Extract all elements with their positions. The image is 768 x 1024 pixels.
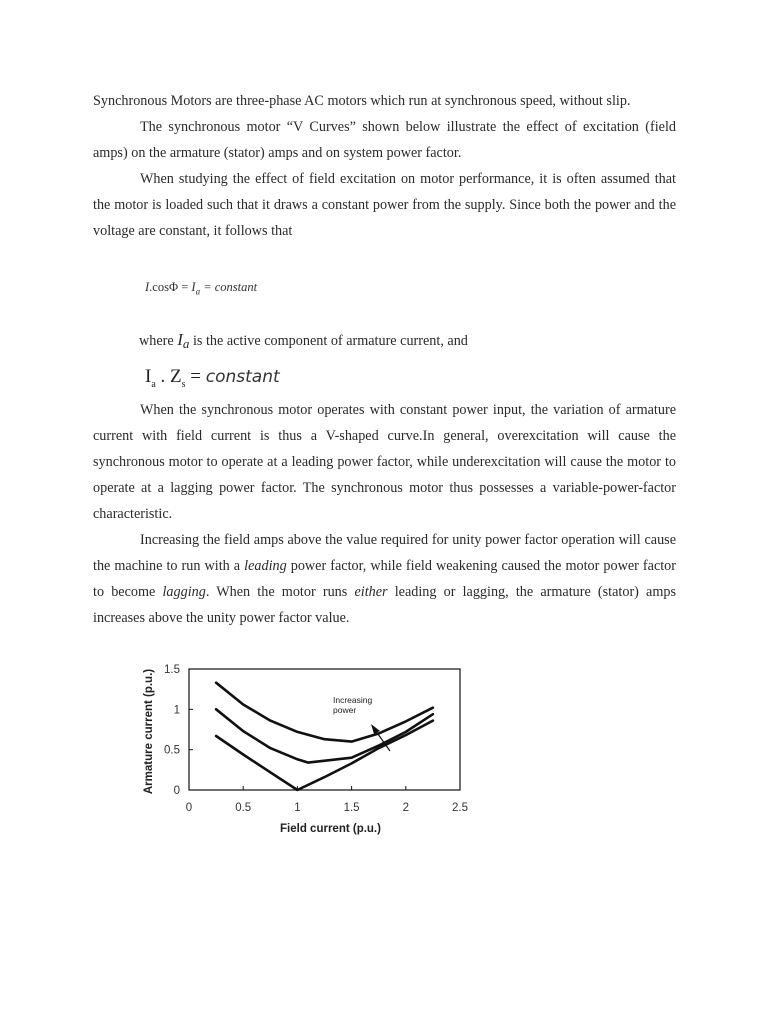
y-tick-label: 1.5: [164, 664, 180, 676]
x-tick-label: 2: [402, 802, 410, 814]
formula-ia-zs: $I_a$ . $Z_s$ = constant: [145, 366, 280, 390]
document-body-continued: [93, 397, 676, 631]
y-tick-label: 1: [173, 704, 180, 717]
v-curve-series-3: [216, 721, 433, 790]
ia-symbol: $I_a$: [177, 330, 190, 351]
x-tick-label: 2.5: [452, 802, 468, 814]
where-line: where $I_a$ is the active component of armature current, and: [139, 330, 468, 351]
y-tick-label: 0: [173, 785, 180, 797]
document-body: [93, 88, 676, 244]
v-curve-series-1: [216, 683, 433, 742]
plot-frame: [189, 669, 460, 790]
paragraph-field-excitation: When studying the effect of field excitation on motor performance, it is often assumed that the motor is loaded such that it draws a constant power from the supply. Since both the power and the voltage are constant, it follows that: [93, 171, 676, 239]
x-tick-label: 1.5: [343, 802, 360, 814]
paragraph-v-curves: The synchronous motor “V Curves” shown below illustrate the effect of excitation (field amps) on the armature (stator) amps and on system power factor.: [93, 119, 676, 161]
x-tick-label: 0: [185, 802, 193, 814]
x-tick-label: 0.5: [235, 802, 252, 814]
x-tick-label: 1: [294, 802, 301, 814]
v-curve-series-2: [216, 709, 433, 762]
annotation-arrow-head: [371, 724, 380, 734]
x-axis-label: Field current (p.u.): [280, 823, 381, 835]
y-axis-label: Armature current (p.u.): [143, 668, 155, 795]
paragraph-leading-lagging: Increasing the field amps above the value required for unity power factor operation will cause the machine to run with a leading power factor, while field weakening caused the motor power factor to become lagging. When the motor runs either leading or lagging, the armature (stator) amps increases above the unity power factor value.: [93, 532, 677, 626]
y-tick-label: 0.5: [164, 744, 180, 757]
formula-active-current: $I.\cos\Phi = I_a$ = constant: [145, 280, 258, 297]
annotation-increasing-power: Increasing power: [333, 695, 373, 715]
annotation-arrow-line: [373, 727, 390, 751]
paragraph-v-shaped: When the synchronous motor operates with constant power input, the variation of armature current with field current is thus a V-shaped curve.In general, overexcitation will cause the synchronous motor to operate at a leading power factor, while underexcitation will cause the motor to operate at a lagging power factor. The synchronous motor thus possesses a variable-power-factor characteristic.: [93, 402, 676, 522]
paragraph-intro: Synchronous Motors are three-phase AC motors which run at synchronous speed, without slip.: [93, 93, 631, 109]
